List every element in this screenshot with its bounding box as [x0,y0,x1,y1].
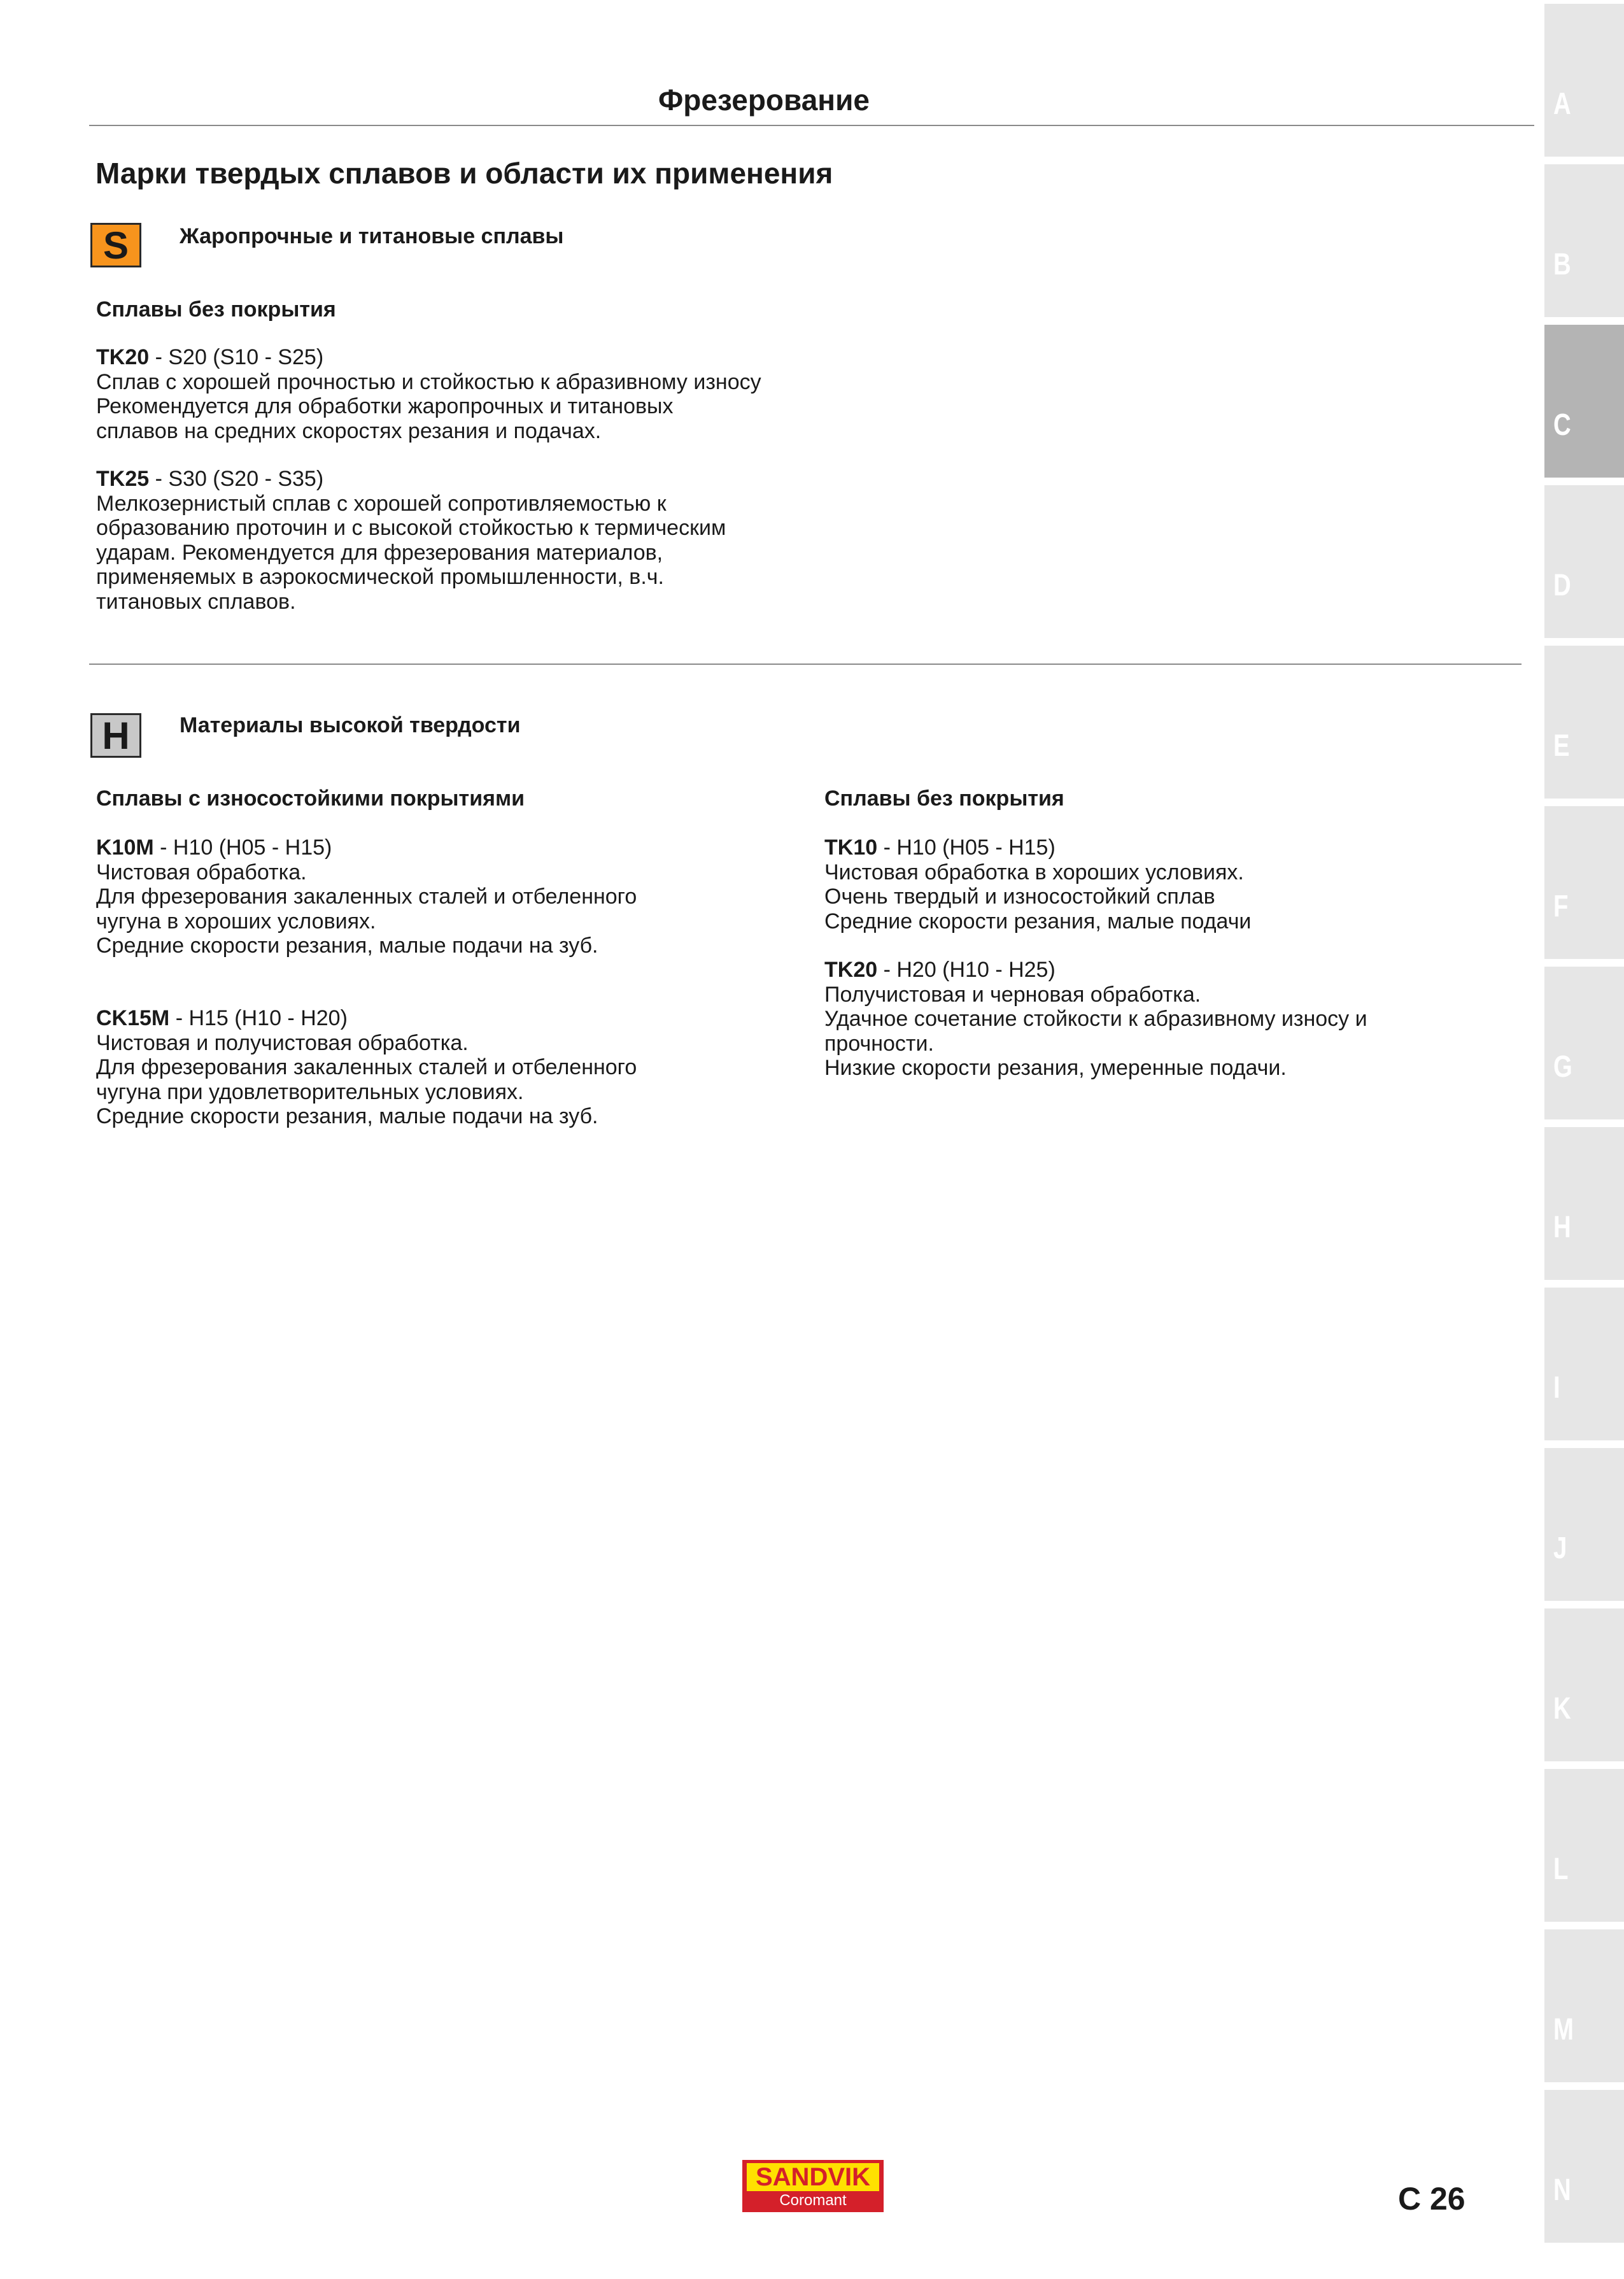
grade-description-line: Средние скорости резания, малые подачи на зуб. [96,934,598,958]
grade-entry-k10m [96,835,637,958]
chapter-tab-label: E [1553,729,1570,763]
grade-entry-tk20-h [824,958,1367,1081]
page-heading: Марки твердых сплавов и области их применения [95,157,833,190]
grade-description-line: Чистовая и получистовая обработка. [96,1030,469,1055]
grade-description-line: сплавов на средних скоростях резания и подачах. [96,418,602,443]
chapter-tab-label: B [1553,248,1571,281]
grade-range: - S30 (S20 - S35) [149,467,324,491]
section-h-left-group-title: Сплавы с износостойкими покрытиями [96,786,525,811]
grade-description-line: Рекомендуется для обработки жаропрочных и титановых [96,394,674,418]
grade-code: TK20 [824,958,878,982]
grade-code: TK20 [96,345,150,369]
section-s-title: Жаропрочные и титановые сплавы [180,224,564,248]
page-number: C 26 [1398,2181,1465,2217]
grade-entry-tk10 [824,835,1251,934]
grade-description-line: титановых сплавов. [96,589,296,614]
grade-description-line: Для фрезерования закаленных сталей и отбеленного [96,1055,637,1079]
chapter-tab-label: M [1553,2013,1574,2047]
chapter-tab-l[interactable] [1544,1769,1624,1922]
chapter-tab-label: H [1553,1210,1571,1244]
grade-description-line: Удачное сочетание стойкости к абразивному износу и [824,1007,1367,1031]
grade-range: - H10 (H05 - H15) [153,835,332,860]
chapter-tab-label: D [1553,569,1571,602]
grade-description-line: Сплав с хорошей прочностью и стойкостью к абразивному износу [96,369,761,394]
chapter-tab-i[interactable] [1544,1288,1624,1440]
grade-description-line: Получистовая и черновая обработка. [824,982,1201,1007]
chapter-tab-label: L [1553,1852,1569,1886]
logo-wordmark: SANDVIK [747,2163,879,2191]
section-h-title: Материалы высокой твердости [180,713,521,737]
grade-description-line: чугуна при удовлетворительных условиях. [96,1079,524,1104]
logo-subtitle: Coromant [779,2192,847,2209]
chapter-tab-label: C [1553,408,1571,442]
grade-description-line: Мелкозернистый сплав с хорошей сопротивляемостью к [96,491,667,516]
iso-h-badge: H [90,713,141,758]
grade-range: - H20 (H10 - H25) [877,958,1056,982]
page-header-title: Фрезерование [658,83,870,117]
chapter-tab-label: G [1553,1050,1572,1084]
section-s-group-title: Сплавы без покрытия [96,297,336,322]
chapter-tab-b[interactable] [1544,164,1624,317]
grade-description-line: применяемых в аэрокосмической промышленности, в.ч. [96,565,664,589]
chapter-tab-n[interactable] [1544,2090,1624,2243]
chapter-tab-m[interactable] [1544,1929,1624,2082]
chapter-tab-k[interactable] [1544,1608,1624,1761]
grade-description-line: Чистовая обработка в хороших условиях. [824,860,1244,884]
grade-entry-tk20-s [96,345,761,443]
grade-description-line: чугуна в хороших условиях. [96,909,376,934]
header-divider [89,125,1534,126]
chapter-tab-g[interactable] [1544,967,1624,1119]
chapter-tab-label: K [1553,1692,1571,1726]
grade-code: CK15M [96,1006,170,1030]
grade-code: TK10 [824,835,878,860]
grade-range: - H15 (H10 - H20) [169,1006,348,1030]
sandvik-coromant-logo [742,2160,884,2212]
chapter-tab-e[interactable] [1544,646,1624,799]
grade-description-line: Средние скорости резания, малые подачи [824,909,1252,934]
grade-description-line: Очень твердый и износостойкий сплав [824,884,1215,909]
grade-code: TK25 [96,467,150,491]
grade-entry-tk25 [96,467,726,614]
chapter-tab-label: N [1553,2173,1571,2207]
grade-code: K10M [96,835,154,860]
section-h-right-group-title: Сплавы без покрытия [824,786,1064,811]
chapter-tab-c[interactable] [1544,325,1624,478]
section-divider [89,664,1522,665]
grade-description-line: ударам. Рекомендуется для фрезерования материалов, [96,540,663,565]
chapter-tab-f[interactable] [1544,806,1624,959]
grade-description-line: образованию проточин и с высокой стойкостью к термическим [96,516,726,540]
chapter-tab-label: A [1553,87,1571,121]
grade-description-line: прочности. [824,1031,934,1056]
chapter-tab-label: F [1553,890,1569,923]
grade-description-line: Чистовая обработка. [96,860,307,884]
grade-entry-ck15m [96,1006,637,1129]
chapter-tab-d[interactable] [1544,485,1624,638]
grade-description-line: Для фрезерования закаленных сталей и отбеленного [96,884,637,909]
chapter-tab-a[interactable] [1544,4,1624,157]
chapter-tabs [1544,0,1624,2279]
grade-range: - S20 (S10 - S25) [149,345,324,369]
chapter-tab-j[interactable] [1544,1448,1624,1601]
iso-s-badge: S [90,223,141,267]
chapter-tab-label: J [1553,1531,1567,1565]
chapter-tab-h[interactable] [1544,1127,1624,1280]
chapter-tab-label: I [1553,1371,1560,1405]
grade-range: - H10 (H05 - H15) [877,835,1056,860]
grade-description-line: Низкие скорости резания, умеренные подачи. [824,1056,1287,1080]
grade-description-line: Средние скорости резания, малые подачи на зуб. [96,1104,598,1128]
